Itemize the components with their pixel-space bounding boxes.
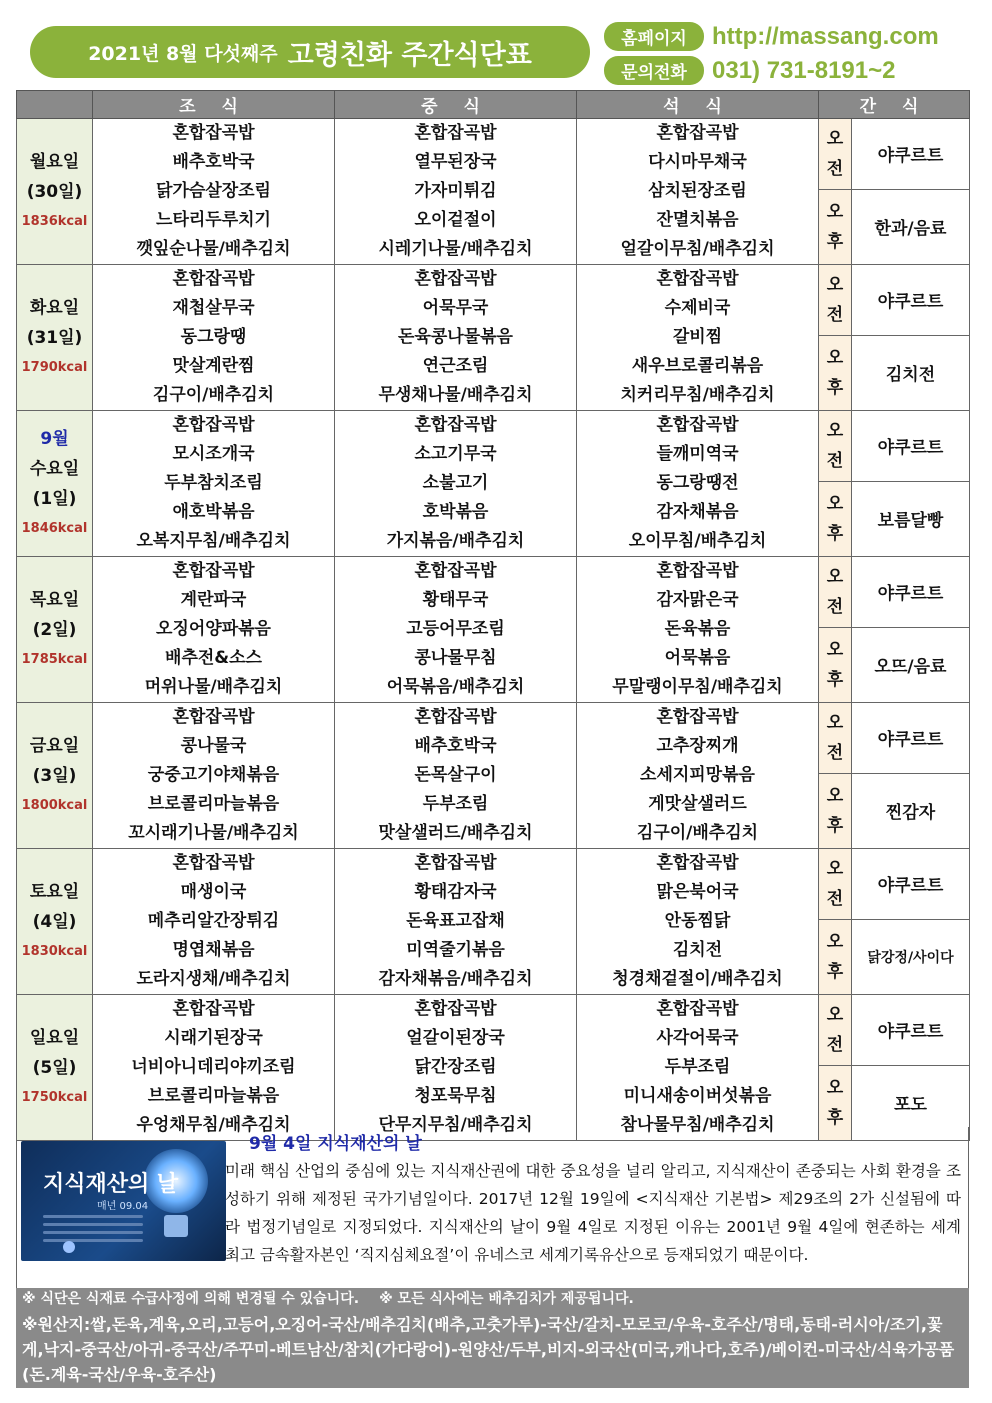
day-name: 일요일	[29, 1027, 80, 1048]
dinner-cell	[577, 557, 819, 703]
pm-label-char: 후	[826, 231, 844, 252]
menu-item: 배추전&소스	[165, 648, 262, 668]
menu-item: 시래기된장국	[164, 1028, 263, 1048]
table-header-row	[17, 91, 970, 119]
am-label-char: 전	[826, 596, 844, 617]
pm-label-char: 후	[826, 815, 844, 836]
menu-item: 감자맑은국	[656, 590, 739, 610]
breakfast-cell	[93, 119, 335, 265]
menu-item: 콩나물국	[180, 736, 247, 756]
pm-label	[819, 481, 852, 556]
am-label-char: 전	[826, 1034, 844, 1055]
menu-item: 계란파국	[180, 590, 247, 610]
day-name: 목요일	[29, 589, 80, 610]
phone-row	[604, 56, 896, 85]
menu-item: 혼합잡곡밥	[172, 123, 255, 143]
menu-item: 우엉채무침/배추김치	[136, 1115, 291, 1135]
pm-label-char: 오	[826, 493, 844, 514]
menu-item: 김구이/배추김치	[152, 385, 275, 405]
menu-item: 무말랭이무침/배추김치	[612, 677, 783, 697]
menu-item: 혼합잡곡밥	[656, 123, 739, 143]
day-kcal: 1846kcal	[21, 520, 88, 536]
menu-item: 두부조림	[664, 1057, 731, 1077]
menu-item: 새우브로콜리볶음	[631, 356, 764, 376]
am-label-char: 오	[826, 1004, 844, 1025]
dinner-cell	[577, 411, 819, 557]
menu-item: 혼합잡곡밥	[414, 123, 497, 143]
day-cell	[17, 265, 93, 411]
menu-item: 연근조림	[422, 356, 489, 376]
menu-item: 두부조림	[422, 794, 489, 814]
lunch-cell	[335, 703, 577, 849]
ip-day-poster-image	[21, 1141, 226, 1261]
menu-item: 명엽채볶음	[172, 940, 255, 960]
menu-item: 가자미튀김	[414, 181, 497, 201]
day-date: (5일)	[32, 1057, 77, 1078]
poster-text-lines	[43, 1215, 143, 1247]
menu-item: 소세지피망볶음	[640, 765, 755, 785]
lunch-cell	[335, 411, 577, 557]
menu-item: 어묵볶음/배추김치	[386, 677, 525, 697]
dinner-column-header: 석 식	[577, 91, 819, 119]
menu-item: 황태무국	[422, 590, 489, 610]
am-label-char: 오	[826, 420, 844, 441]
day-kcal: 1836kcal	[21, 213, 88, 229]
menu-item: 안동찜닭	[664, 911, 731, 931]
menu-item: 모시조개국	[172, 444, 255, 464]
menu-item: 돈목살구이	[414, 765, 497, 785]
day-name: 월요일	[29, 151, 80, 172]
snack-am: 야쿠르트	[852, 411, 970, 482]
menu-item: 혼합잡곡밥	[656, 999, 739, 1019]
menu-item: 돈육볶음	[664, 619, 731, 639]
day-cell	[17, 411, 93, 557]
day-row	[17, 119, 970, 190]
menu-item: 청포묵무침	[414, 1086, 497, 1106]
menu-item: 메추리알간장튀김	[147, 911, 280, 931]
menu-item: 애호박볶음	[172, 502, 255, 522]
menu-item: 배추호박국	[414, 736, 497, 756]
am-label	[819, 995, 852, 1066]
menu-item: 어묵무국	[422, 298, 489, 318]
lunch-cell	[335, 995, 577, 1141]
menu-item: 열무된장국	[414, 152, 497, 172]
menu-item: 가지볶음/배추김치	[386, 531, 525, 551]
footer-notes	[16, 1288, 969, 1310]
homepage-label: 홈페이지	[604, 22, 704, 51]
day-date: (31일)	[26, 327, 83, 348]
am-label	[819, 557, 852, 628]
page-title: 고령친화 주간식단표	[287, 39, 532, 71]
day-kcal: 1750kcal	[21, 1089, 88, 1105]
am-label-char: 오	[826, 858, 844, 879]
menu-item: 동그랑땡전	[656, 473, 739, 493]
title-week: 2021년 8월 다섯째주	[88, 42, 278, 65]
phone-number: 031) 731-8191~2	[712, 56, 896, 84]
day-date: (2일)	[32, 619, 77, 640]
menu-item: 느타리두루치기	[156, 210, 271, 230]
menu-item: 브로콜리마늘볶음	[147, 1086, 280, 1106]
menu-item: 궁중고기야채볶음	[147, 765, 280, 785]
breakfast-column-header: 조 식	[93, 91, 335, 119]
day-cell	[17, 703, 93, 849]
menu-item: 혼합잡곡밥	[172, 415, 255, 435]
menu-item: 무생채나물/배추김치	[378, 385, 533, 405]
day-name: 수요일	[29, 458, 80, 479]
pm-label	[819, 773, 852, 848]
day-cell	[17, 849, 93, 995]
menu-item: 두부참치조림	[164, 473, 263, 493]
am-label-char: 전	[826, 450, 844, 471]
menu-item: 혼합잡곡밥	[172, 999, 255, 1019]
menu-item: 갈비찜	[672, 327, 723, 347]
menu-item: 돈육콩나물볶음	[398, 327, 513, 347]
menu-item: 삼치된장조림	[648, 181, 747, 201]
footer-note-kimchi: ※ 모든 식사에는 배추김치가 제공됩니다.	[379, 1291, 634, 1307]
menu-item: 닭간장조림	[414, 1057, 497, 1077]
menu-item: 맛살샐러드/배추김치	[378, 823, 533, 843]
menu-item: 혼합잡곡밥	[414, 269, 497, 289]
pm-label-char: 오	[826, 347, 844, 368]
breakfast-cell	[93, 849, 335, 995]
menu-item: 혼합잡곡밥	[656, 269, 739, 289]
homepage-link[interactable]: http://massang.com	[712, 22, 939, 50]
day-row	[17, 995, 970, 1066]
menu-item: 호박볶음	[422, 502, 489, 522]
menu-item: 혼합잡곡밥	[172, 269, 255, 289]
day-name: 토요일	[29, 881, 80, 902]
day-kcal: 1785kcal	[21, 651, 88, 667]
day-row	[17, 557, 970, 628]
menu-item: 치커리무침/배추김치	[620, 385, 775, 405]
menu-item: 혼합잡곡밥	[656, 707, 739, 727]
menu-item: 오이무침/배추김치	[628, 531, 767, 551]
am-label	[819, 265, 852, 336]
snack-am: 야쿠르트	[852, 995, 970, 1066]
day-date: (30일)	[26, 181, 83, 202]
snack-pm: 닭강정/사이다	[852, 919, 970, 994]
menu-item: 오이겉절이	[414, 210, 497, 230]
snack-am: 야쿠르트	[852, 849, 970, 920]
am-label	[819, 119, 852, 190]
phone-label: 문의전화	[604, 56, 704, 85]
menu-item: 단무지무침/배추김치	[378, 1115, 533, 1135]
snack-am: 야쿠르트	[852, 703, 970, 774]
snack-pm: 한과/음료	[852, 189, 970, 264]
day-cell	[17, 119, 93, 265]
menu-item: 혼합잡곡밥	[656, 415, 739, 435]
dinner-cell	[577, 265, 819, 411]
menu-item: 혼합잡곡밥	[414, 561, 497, 581]
day-kcal: 1830kcal	[21, 943, 88, 959]
snack-pm: 포도	[852, 1065, 970, 1140]
pm-label-char: 후	[826, 1107, 844, 1128]
pm-label-char: 오	[826, 201, 844, 222]
pm-label-char: 후	[826, 961, 844, 982]
menu-item: 고등어무조림	[406, 619, 505, 639]
title-banner	[30, 26, 590, 78]
day-row	[17, 411, 970, 482]
day-date: (3일)	[32, 765, 77, 786]
menu-item: 미역줄기볶음	[406, 940, 505, 960]
menu-item: 혼합잡곡밥	[414, 415, 497, 435]
am-label-char: 전	[826, 304, 844, 325]
menu-item: 시레기나물/배추김치	[378, 239, 533, 259]
day-row	[17, 703, 970, 774]
snack-column-header: 간 식	[819, 91, 970, 119]
day-date: (1일)	[32, 488, 77, 509]
menu-item: 게맛살샐러드	[648, 794, 747, 814]
day-row	[17, 849, 970, 920]
pm-label	[819, 919, 852, 994]
snack-pm: 김치전	[852, 335, 970, 410]
lunch-column-header: 중 식	[335, 91, 577, 119]
menu-item: 어묵볶음	[664, 648, 731, 668]
day-name: 화요일	[29, 297, 80, 318]
pm-label-char: 오	[826, 785, 844, 806]
menu-item: 혼합잡곡밥	[172, 853, 255, 873]
am-label-char: 오	[826, 274, 844, 295]
am-label-char: 전	[826, 888, 844, 909]
am-label	[819, 849, 852, 920]
poster-title: 지식재산의 날	[43, 1172, 179, 1197]
menu-item: 오징어양파볶음	[156, 619, 271, 639]
pm-label	[819, 627, 852, 702]
day-cell	[17, 557, 93, 703]
pm-label-char: 후	[826, 377, 844, 398]
menu-item: 감자채볶음/배추김치	[378, 969, 533, 989]
menu-item: 혼합잡곡밥	[656, 853, 739, 873]
am-label	[819, 411, 852, 482]
dinner-cell	[577, 703, 819, 849]
menu-item: 혼합잡곡밥	[414, 999, 497, 1019]
menu-item: 청경채겉절이/배추김치	[612, 969, 783, 989]
day-cell	[17, 995, 93, 1141]
menu-item: 수제비국	[664, 298, 731, 318]
notice-body: 미래 핵심 산업의 중심에 있는 지식재산권에 대한 중요성을 널리 알리고, 지식재산이 존중되는 사회 환경을 조성하기 위해 제정된 국가기념일이다. 2017년 12월 19일에 <지식재산 기본법> 제29조의 2가 신설됨에 따라 법정기념일로 지정되었다. 지식재산의 날이 9월 4일로 지정된 이유는 2001년 9월 4일에 현존하는 세계 최고 금속활자본인 ‘직지심체요절’이 유네스코 세계기록유산으로 등재되었기 때문이다.	[225, 1162, 961, 1264]
pm-label	[819, 189, 852, 264]
day-row	[17, 265, 970, 336]
notice-box	[16, 1127, 969, 1289]
menu-item: 도라지생채/배추김치	[136, 969, 291, 989]
menu-item: 너비아니데리야끼조림	[131, 1057, 296, 1077]
menu-item: 사각어묵국	[656, 1028, 739, 1048]
menu-item: 브로콜리마늘볶음	[147, 794, 280, 814]
menu-item: 꼬시래기나물/배추김치	[128, 823, 299, 843]
lunch-cell	[335, 557, 577, 703]
menu-item: 황태감자국	[414, 882, 497, 902]
snack-am: 야쿠르트	[852, 119, 970, 190]
lunch-cell	[335, 119, 577, 265]
snack-am: 야쿠르트	[852, 557, 970, 628]
pm-label-char: 오	[826, 1077, 844, 1098]
menu-item: 깻잎순나물/배추김치	[136, 239, 291, 259]
menu-item: 재첩살무국	[172, 298, 255, 318]
footer-origin: ※원산지:쌀,돈육,계육,오리,고등어,오징어-국산/배추김치(배추,고춧가루)-국산/갈치-모로코/우육-호주산/명태,동태-러시아/조기,꽃게,낙지-중국산/아귀-중국산/주꾸미-베트남산/참치(가다랑어)-원양산/두부,비지-외국산(미국,캐나다,호주)/베이컨-미국산/식육가공품(돈.계육-국산/우육-호주산)	[16, 1310, 969, 1388]
am-label-char: 전	[826, 158, 844, 179]
snack-pm: 보름달빵	[852, 481, 970, 556]
day-name: 금요일	[29, 735, 80, 756]
breakfast-cell	[93, 557, 335, 703]
menu-item: 머위나물/배추김치	[144, 677, 283, 697]
snack-pm: 오뜨/음료	[852, 627, 970, 702]
menu-table	[16, 90, 970, 1141]
menu-item: 소불고기	[422, 473, 489, 493]
footer-note-change: ※ 식단은 식재료 수급사정에 의해 변경될 수 있습니다.	[22, 1291, 360, 1307]
menu-item: 돈육표고잡채	[406, 911, 505, 931]
snack-pm: 찐감자	[852, 773, 970, 848]
notice-title: 9월 4일 지식재산의 날	[249, 1134, 422, 1154]
day-column-header	[17, 91, 93, 119]
poster-date: 매년 09.04	[97, 1201, 149, 1212]
am-label-char: 전	[826, 742, 844, 763]
am-label	[819, 703, 852, 774]
day-date: (4일)	[32, 911, 77, 932]
menu-item: 오복지무침/배추김치	[136, 531, 291, 551]
menu-item: 맑은북어국	[656, 882, 739, 902]
dinner-cell	[577, 849, 819, 995]
menu-item: 혼합잡곡밥	[414, 707, 497, 727]
breakfast-cell	[93, 265, 335, 411]
lunch-cell	[335, 265, 577, 411]
lightbulb-base-icon	[164, 1215, 188, 1237]
menu-item: 감자채볶음	[656, 502, 739, 522]
homepage-row	[604, 22, 939, 51]
menu-item: 미니새송이버섯볶음	[623, 1086, 772, 1106]
am-label-char: 오	[826, 712, 844, 733]
menu-item: 참나물무침/배추김치	[620, 1115, 775, 1135]
menu-item: 혼합잡곡밥	[172, 561, 255, 581]
pm-label-char: 후	[826, 669, 844, 690]
menu-item: 얼갈이무침/배추김치	[620, 239, 775, 259]
menu-item: 얼갈이된장국	[406, 1028, 505, 1048]
am-label-char: 오	[826, 566, 844, 587]
pm-label-char: 오	[826, 931, 844, 952]
menu-item: 콩나물무침	[414, 648, 497, 668]
pm-label	[819, 335, 852, 410]
menu-item: 혼합잡곡밥	[172, 707, 255, 727]
lunch-cell	[335, 849, 577, 995]
menu-item: 김치전	[672, 940, 723, 960]
month-label: 9월	[40, 428, 69, 449]
breakfast-cell	[93, 703, 335, 849]
dinner-cell	[577, 995, 819, 1141]
am-label-char: 오	[826, 128, 844, 149]
pm-label-char: 후	[826, 523, 844, 544]
menu-item: 들깨미역국	[656, 444, 739, 464]
menu-item: 고추장찌개	[656, 736, 739, 756]
menu-item: 소고기무국	[414, 444, 497, 464]
day-kcal: 1790kcal	[21, 359, 88, 375]
menu-item: 배추호박국	[172, 152, 255, 172]
breakfast-cell	[93, 995, 335, 1141]
dinner-cell	[577, 119, 819, 265]
day-kcal: 1800kcal	[21, 797, 88, 813]
menu-item: 다시마무채국	[648, 152, 747, 172]
government-seal-icon	[63, 1241, 75, 1253]
menu-item: 동그랑땡	[180, 327, 247, 347]
menu-item: 혼합잡곡밥	[414, 853, 497, 873]
menu-item: 잔멸치볶음	[656, 210, 739, 230]
breakfast-cell	[93, 411, 335, 557]
snack-am: 야쿠르트	[852, 265, 970, 336]
menu-item: 닭가슴살장조림	[156, 181, 271, 201]
pm-label-char: 오	[826, 639, 844, 660]
menu-item: 김구이/배추김치	[636, 823, 759, 843]
menu-item: 혼합잡곡밥	[656, 561, 739, 581]
menu-item: 매생이국	[180, 882, 247, 902]
menu-item: 맛살계란찜	[172, 356, 255, 376]
